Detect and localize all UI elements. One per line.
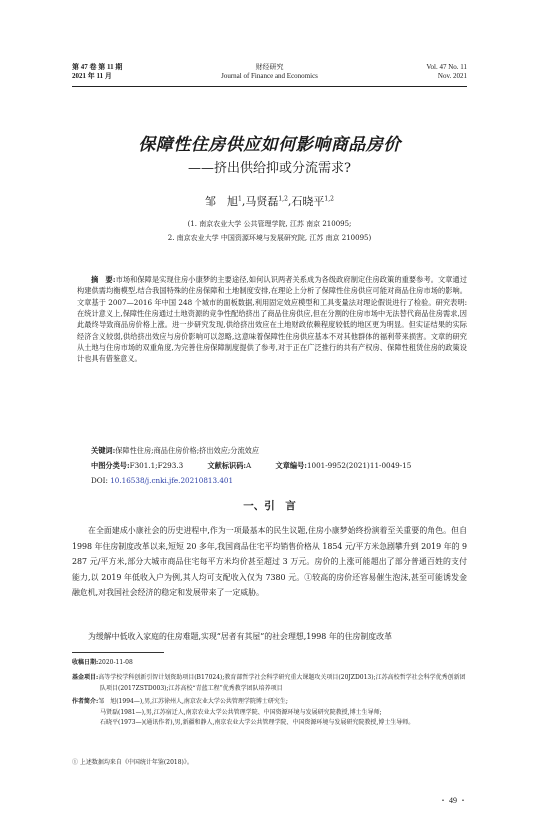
- fund-label: 基金项目:: [72, 674, 99, 681]
- article-no-label: 文章编号:: [275, 461, 307, 470]
- footnote-1: ① 上述数据均来自《中国统计年鉴(2018)》。: [72, 759, 193, 766]
- author-affil-mark: 1,2: [324, 195, 334, 203]
- doc-code-value: A: [246, 461, 252, 470]
- article-no-value: 1001-9952(2021)11-0049-15: [306, 461, 412, 470]
- classification-line: [91, 461, 467, 471]
- author-list: 邹 旭$^1$,马贤磊$^{1,2}$,石晓平$^{1,2}$: [205, 195, 334, 208]
- clc-label: 中图分类号:: [91, 461, 130, 470]
- bio-label: 作者简介:: [72, 698, 99, 705]
- received-date: [72, 658, 467, 669]
- header-right-line1: Vol. 47 No. 11: [426, 63, 467, 71]
- doc-code-label: 文献标识码:: [207, 461, 247, 470]
- header-right-line2: Nov. 2021: [437, 72, 467, 80]
- affiliation-1: (1. 南京农业大学 公共管理学院, 江苏 南京 210095;: [187, 220, 352, 228]
- affiliation-2: 2. 南京农业大学 中国资源环境与发展研究院, 江苏 南京 210095): [167, 234, 372, 242]
- clc-value: F301.1;F293.3: [129, 461, 184, 470]
- paper-title: 保障性住房供应如何影响商品房价: [138, 135, 401, 155]
- header-journal-en: Journal of Finance and Economics: [221, 72, 318, 80]
- author-affil-mark: 1: [238, 195, 242, 203]
- header-rule: [72, 86, 467, 87]
- header-journal-cn: 财经研究: [255, 63, 284, 71]
- header-journal: [72, 63, 467, 81]
- header-volume-en: [426, 63, 467, 81]
- keywords-text: 保障性住房;商品住房价格;挤出效应;分流效应: [115, 446, 260, 455]
- fund-info: [72, 673, 467, 694]
- header-left-line1: 第 47 卷 第 11 期: [72, 63, 123, 71]
- abstract: [77, 274, 467, 365]
- author-affil-mark: 1,2: [278, 195, 288, 203]
- keywords: [91, 446, 259, 456]
- abstract-label: 摘 要:: [91, 275, 116, 284]
- page-number: ・ 49 ・: [439, 796, 467, 805]
- footnote-rule: [72, 652, 164, 653]
- author-bio-1: 邹 旭(1994—),男,江苏徐州人,南京农业大学公共管理学院博士研究生;: [98, 698, 288, 705]
- header-left-line2: 2021 年 11 月: [72, 72, 112, 80]
- abstract-text: 市场和保障是实现住房小康梦的主要途径,如何认识两者关系成为各级政府制定住房政策的重要参考。文章通过构建供需均衡模型,结合我国特殊的住房保障和土地制度安排,在理论上分析了保障性住房供应可能对商品住房市场的影响。文章基于 2007—2016 年中国 248 个城市的面板数据,利用固定效应模型和工具变量法对理论假说进行了检验。研究表明:在统计意义上,保障性住房通过土地资源的竞争性配给挤出了商品住房供应,但在分割的住房市场中无法替代商品住房需求,因此最终导致商品房价格上涨。进一步研究发现,供给挤出效应在土地财政依赖程度较低的地区更为明显。但实证结果的实际经济含义较弱,供给挤出效应与房价影响可以忽略,这意味着保障性住房供应基本不对其他群体的福利带来损害。文章的研究从土地与住房市场的双重角度,为完善住房保障制度提供了参考,对于正在广泛推行的共有产权房、保障性租赁住房的政策设计也具有借鉴意义。: [77, 275, 467, 364]
- doi-line: [91, 476, 233, 485]
- paper-subtitle: ——挤出供给抑或分流需求?: [188, 161, 351, 176]
- author-bios: [72, 697, 467, 729]
- author-name: 邹 旭: [205, 195, 239, 208]
- running-header: [72, 63, 467, 85]
- intro-paragraph-2: 为缓解中低收入家庭的住房难题,实现“居者有其屋”的社会理想,1998 年的住房制度改革: [88, 632, 392, 641]
- author-name: 石晓平: [291, 195, 325, 208]
- doi-link[interactable]: 10.16538/j.cnki.jfe.20210813.401: [110, 476, 234, 485]
- author-bio-2: 马贤磊(1981—),男,江苏宿迁人,南京农业大学公共管理学院、中国资源环境与发展研究院教授,博士生导师;: [100, 708, 382, 716]
- intro-paragraph-1: 在全面建成小康社会的历史进程中,作为一项最基本的民生议题,住房小康梦始终扮演着至关重要的角色。但自 1998 年住房制度改革以来,短短 20 多年,我国商品住宅平均销售价格从 1854 元/平方米急剧攀升到 2019 年的 9 287 元/平方米,部分大城市商品住宅每平方米均价甚至超过 3 万元。房价的上涨可能超出了部分普通百姓的支付能力,以 2019 年低收入户为例,其人均可支配收入仅为 7380 元。①较高的房价还容易催生泡沫,甚至可能诱发金融危机,对我国社会经济的稳定和发展带来了一定威胁。: [72, 526, 468, 598]
- fund-value: 高等学校学科创新引智计划资助项目(B17024);教育部哲学社会科学研究重大课题攻关项目(20JZD013);江苏高校哲学社会科学优秀创新团队项目(2017ZSTD003);江苏高校“青蓝工程”优秀教学团队培养项目: [98, 674, 466, 692]
- author-name: 马贤磊: [245, 195, 279, 208]
- received-label: 收稿日期:: [72, 659, 99, 666]
- received-value: 2020-11-08: [98, 659, 133, 666]
- section-heading: 一、引 言: [243, 500, 296, 512]
- doi-label: DOI:: [91, 476, 108, 485]
- author-bio-3: 石晓平(1973—)(通讯作者),男,新疆和静人,南京农业大学公共管理学院、中国资源环境与发展研究院教授,博士生导师。: [100, 719, 415, 727]
- keywords-label: 关键词:: [91, 446, 116, 455]
